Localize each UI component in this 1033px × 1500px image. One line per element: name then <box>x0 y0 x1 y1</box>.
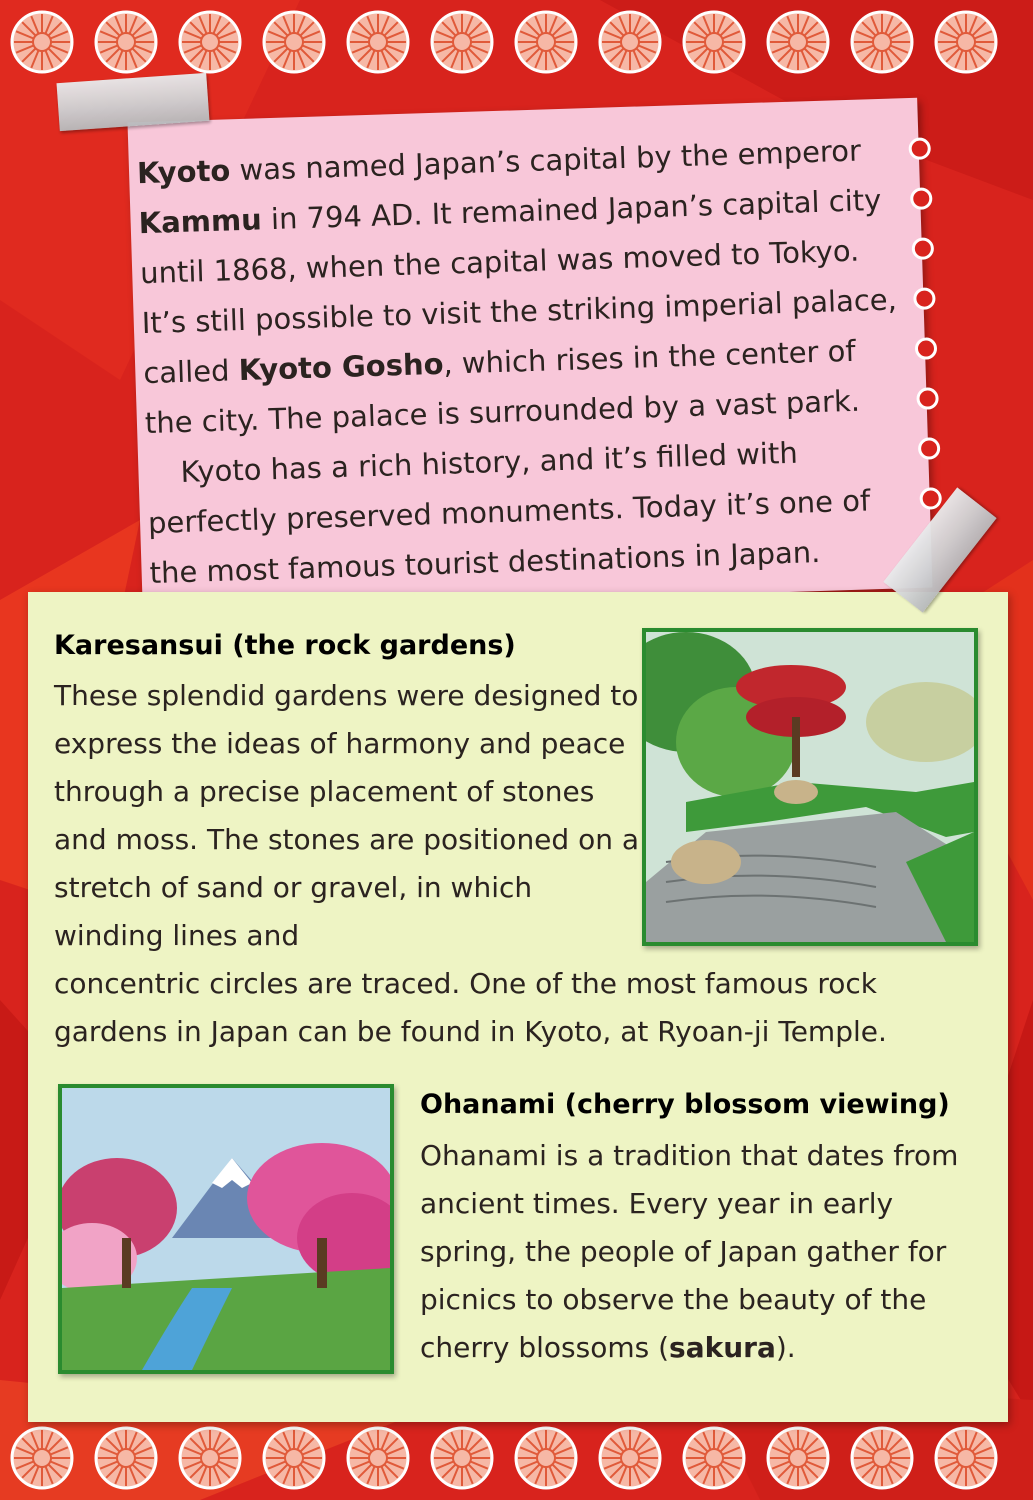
chrysanthemum-medallion-icon <box>852 1428 912 1488</box>
chrysanthemum-medallion-icon <box>180 12 240 72</box>
chrysanthemum-medallion-icon <box>348 1428 408 1488</box>
chrysanthemum-medallion-icon <box>12 12 72 72</box>
intro-text <box>136 124 910 598</box>
chrysanthemum-medallion-icon <box>516 12 576 72</box>
chrysanthemum-medallion-icon <box>432 1428 492 1488</box>
ohanami-heading: Ohanami (cherry blossom viewing) <box>420 1089 950 1120</box>
chrysanthemum-medallion-icon <box>180 1428 240 1488</box>
karesansui-text: These splendid gardens were designed to express the ideas of harmony and peace through a precise placement of stones and moss. The stones are positioned on a stretch of sand or gravel, in which winding lines and <box>54 679 640 952</box>
chrysanthemum-medallion-icon <box>684 1428 744 1488</box>
chrysanthemum-medallion-icon <box>852 12 912 72</box>
chrysanthemum-medallion-icon <box>768 1428 828 1488</box>
chrysanthemum-medallion-icon <box>96 1428 156 1488</box>
rock-garden-illustration <box>642 628 978 946</box>
chrysanthemum-medallion-icon <box>432 12 492 72</box>
karesansui-text-continued: concentric circles are traced. One of the most famous rock gardens in Japan can be found in Kyoto, at Ryoan-ji Temple. <box>54 967 887 1048</box>
bold-sakura: sakura <box>669 1331 776 1364</box>
chrysanthemum-medallion-icon <box>96 12 156 72</box>
intro-paragraph-1: Kyoto was named Japan’s capital by the emperor Kammu in 794 AD. It remained Japan’s capital city until 1868, when the capital was moved to Tokyo. It’s still possible to visit the striking imperial palace, called Kyoto Gosho, which rises in the center of the city. The palace is surrounded by a vast park. <box>136 133 898 441</box>
chrysanthemum-medallion-icon <box>936 1428 996 1488</box>
chrysanthemum-medallion-icon <box>600 1428 660 1488</box>
chrysanthemum-medallion-icon <box>600 12 660 72</box>
intro-note-card <box>127 98 932 613</box>
chrysanthemum-medallion-icon <box>936 12 996 72</box>
chrysanthemum-medallion-icon <box>12 1428 72 1488</box>
ohanami-text: Ohanami is a tradition that dates from ancient times. Every year in early spring, the people of Japan gather for picnics to observe the beauty of the cherry blossoms (sakura). <box>420 1139 959 1364</box>
chrysanthemum-medallion-icon <box>516 1428 576 1488</box>
chrysanthemum-medallion-icon <box>264 12 324 72</box>
medallion-border-bottom <box>0 1416 1033 1500</box>
medallion-border-top <box>0 0 1033 84</box>
chrysanthemum-medallion-icon <box>768 12 828 72</box>
bold-kyoto: Kyoto <box>136 153 231 191</box>
chrysanthemum-medallion-icon <box>348 12 408 72</box>
bold-kyoto-gosho: Kyoto Gosho <box>238 346 444 388</box>
chrysanthemum-medallion-icon <box>264 1428 324 1488</box>
karesansui-heading: Karesansui (the rock gardens) <box>54 630 516 661</box>
bold-kammu: Kammu <box>138 202 263 241</box>
info-panel <box>28 592 1008 1422</box>
intro-paragraph-2: Kyoto has a rich history, and it’s filled with perfectly preserved monuments. Today it’s one of the most famous tourist destinations in Japan. <box>147 435 871 591</box>
cherry-blossom-illustration <box>58 1084 394 1374</box>
chrysanthemum-medallion-icon <box>684 12 744 72</box>
